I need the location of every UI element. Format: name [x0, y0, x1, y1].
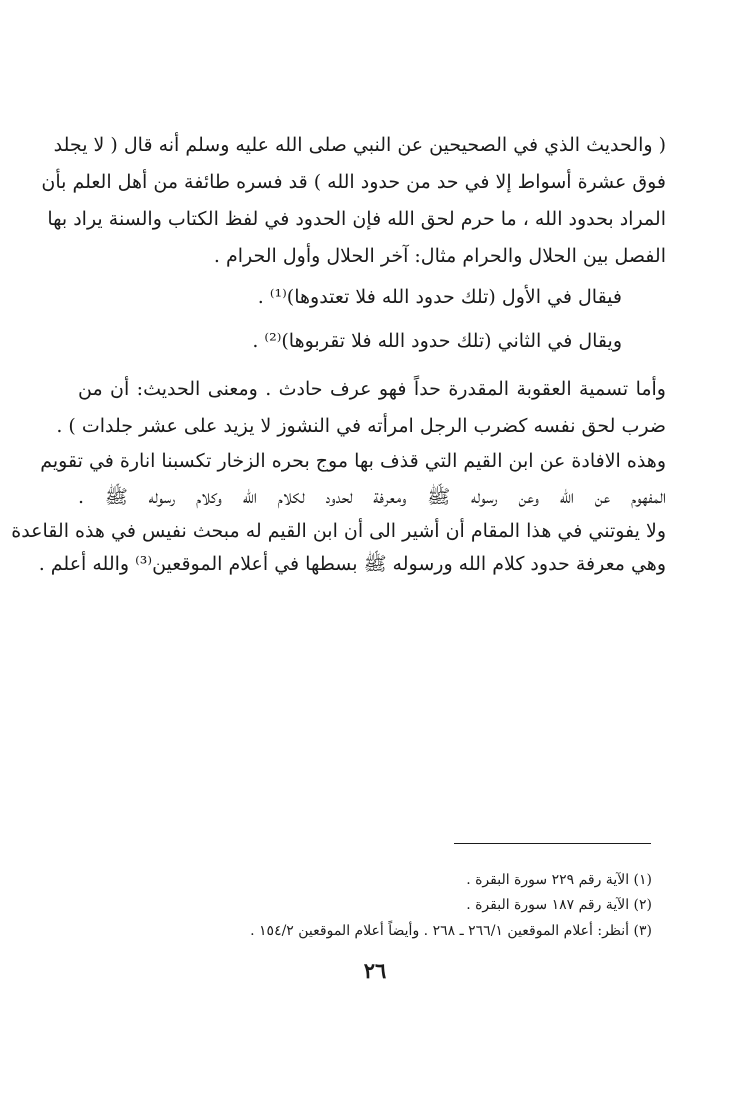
paragraph-2-line-5: ولا يفوتني في هذا المقام أن أشير الى أن ابن القيم له مبحث نفيس في هذه القاعدة: [11, 520, 666, 542]
paragraph-2-line-3: وهذه الافادة عن ابن القيم التي قذف بها موج بحره الزخار تكسبنا انارة في تقويم: [40, 450, 666, 472]
paragraph-1-line-2: فوق عشرة أسواط إلا في حد من حدود الله ) قد فسره طائفة من أهل العلم بأن: [41, 171, 666, 193]
footnote-separator: [454, 843, 651, 844]
page-number: ٢٦: [363, 958, 387, 983]
paragraph-1-line-3: المراد بحدود الله ، ما حرم لحق الله فإن الحدود في لفظ الكتاب والسنة يراد بها: [47, 208, 666, 230]
paragraph-2-line-1: وأما تسمية العقوبة المقدرة حداً فهو عرف حادث . ومعنى الحديث: أن من: [78, 378, 666, 400]
paragraph-2-line-4: المفهوم عن الله وعن رسوله ﷺ ومعرفة لحدود لكلام الله وكلام رسوله ﷺ .: [78, 486, 666, 508]
footnote-2: (٢) الآية رقم ١٨٧ سورة البقرة .: [466, 897, 652, 913]
paragraph-1-line-1: ( والحديث الذي في الصحيحين عن النبي صلى الله عليه وسلم أنه قال ( لا يجلد: [53, 134, 666, 156]
paragraph-2-line-6: وهي معرفة حدود كلام الله ورسوله ﷺ بسطها في أعلام الموقعين⁽³⁾ والله أعلم .: [38, 553, 666, 575]
paragraph-2-line-2: ضرب لحق نفسه كضرب الرجل امرأته في النشوز لا يزيد على عشر جلدات ) .: [56, 415, 666, 437]
quote-line-1: فيقال في الأول (تلك حدود الله فلا تعتدوها)⁽¹⁾ .: [257, 286, 622, 308]
paragraph-1-line-4: الفصل بين الحلال والحرام مثال: آخر الحلال وأول الحرام .: [213, 245, 666, 267]
footnote-3: (٣) أنظر: أعلام الموقعين ٢٦٦/١ ـ ٢٦٨ . وأيضاً أعلام الموقعين ١٥٤/٢ .: [250, 923, 652, 939]
footnote-1: (١) الآية رقم ٢٢٩ سورة البقرة .: [466, 872, 652, 888]
quote-line-2: ويقال في الثاني (تلك حدود الله فلا تقربوها)⁽²⁾ .: [252, 330, 622, 352]
